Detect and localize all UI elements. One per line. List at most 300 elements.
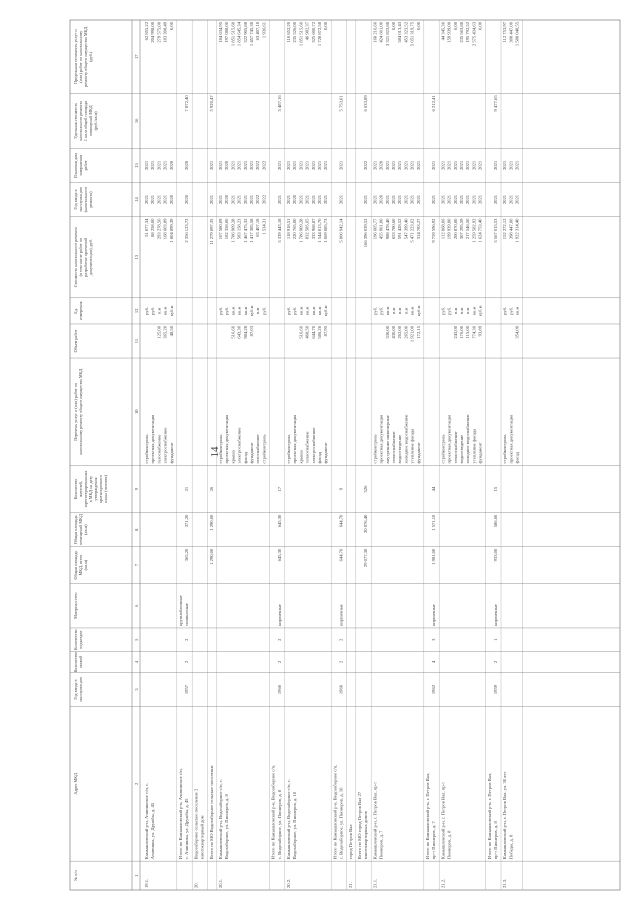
total-area-cell: 644,70 [338, 548, 344, 562]
row-number: 21.3. [502, 878, 508, 888]
limit-cost-cell: 1 851 515,60 [230, 22, 236, 47]
year-start-cell: 2020 [224, 194, 230, 205]
volume-cell: 87,03 [249, 325, 254, 337]
cost-cell: 168 603,89 [162, 218, 168, 240]
year-start-cell: 2021 [156, 194, 162, 205]
limit-cost-cell: 424 601,00 [378, 22, 384, 43]
cost-cell: 5 567 015,53 [493, 218, 498, 243]
limit-cost-cell: 322 905,88 [242, 22, 248, 43]
volume-cell: 516,66 [298, 325, 304, 339]
year-end-cell: 2021 [218, 160, 223, 171]
work-type-cell: фундамент [168, 442, 174, 464]
cost-cell: 398 447,00 [508, 218, 514, 240]
header-cell: Адрес МКД [73, 773, 78, 795]
year-start-cell: 2021 [310, 194, 316, 205]
year-start-cell: 2021 [323, 194, 329, 205]
address-text: пр-т Пионеров, д. 8 [493, 821, 498, 860]
unit-cell: руб. [150, 306, 156, 315]
header-cell: Количествоподъездов [73, 629, 83, 651]
unit-cell: руб. [144, 306, 149, 315]
cost-cell: 166 396 039,52 [363, 218, 369, 248]
wall-material-cell: силикатные [184, 603, 190, 626]
table-body [144, 21, 521, 888]
entrances-cell: 2 [338, 638, 344, 641]
premises-area-cell: 20 076,40 [363, 514, 369, 534]
year-cell: 1957 [184, 684, 190, 695]
year-start-cell: 2021 [317, 194, 322, 205]
address-text: Итого по Камышловский р-н, Ачипинское с/п, [178, 768, 183, 860]
address-text: Камышловский р-н, г. Петров Вал, ул. 30 лет [502, 771, 508, 860]
year-start-cell: 2020 [184, 194, 190, 205]
unit-cell: кв.м [304, 306, 310, 316]
year-end-cell: 2021 [415, 160, 421, 171]
unit-cell: кв.м [162, 306, 168, 316]
work-type-cell: крыша [230, 450, 236, 464]
work-type-cell: утепление фасада [471, 428, 477, 464]
limit-cost-cell: 0,00 [452, 22, 458, 31]
cost-cell: 1 534,31 [261, 218, 267, 235]
year-end-cell: 2021 [502, 160, 508, 171]
volume-cell: 643,30 [236, 325, 242, 339]
row-number: 20.1. [218, 878, 223, 888]
year-start-cell: 2021 [384, 194, 390, 205]
specific-cost-cell: 5 487,16 [276, 95, 282, 112]
year-end-cell: 2021 [440, 160, 446, 171]
volume-cell: 644,70 [310, 325, 316, 339]
limit-cost-cell: 5 051 319,75 [409, 22, 415, 47]
year-start-cell: 2021 [409, 194, 415, 205]
year-end-cell: 2021 [242, 160, 248, 171]
limit-cost-cell: 159 939,00 [446, 22, 452, 43]
address-text: Пионеров, д. 8 [446, 830, 452, 860]
cost-cell: 88 258,00 [150, 218, 156, 237]
year-start-cell: 2021 [415, 194, 421, 205]
column-number: 13 [134, 254, 139, 260]
work-type-cell: электроснабжение [310, 427, 316, 464]
address-text: с. Водозаборное, ул. Пионеров, д. 8 [276, 789, 282, 860]
unit-cell: куб.м [415, 305, 421, 317]
address-text: многоквартирный дом [199, 815, 205, 860]
year-end-cell: 2021 [292, 160, 298, 171]
address-text: Всего по МО Водозаборное сельское поселение [208, 765, 214, 860]
cost-cell: 314 783,27 [415, 218, 421, 240]
residents-cell: 17 [276, 486, 282, 492]
header-cell: Общая площадьпомещений МКД(кв.м) [73, 514, 88, 546]
limit-cost-cell: 1 851 515,60 [298, 22, 304, 47]
cost-cell: 11 279 097,35 [208, 218, 214, 245]
cost-cell: 293 278,56 [156, 218, 162, 240]
year-end-cell: 2021 [403, 160, 409, 171]
year-end-cell: 2021 [465, 160, 471, 171]
year-end-cell: 2022 [255, 160, 261, 171]
year-end-cell: 2021 [317, 160, 322, 171]
year-end-cell: 2021 [323, 160, 329, 171]
limit-cost-cell: 0,00 [168, 22, 174, 31]
residents-cell: 526 [363, 485, 369, 493]
unit-cell: куб.м [477, 305, 483, 317]
total-area-cell: 645,30 [276, 548, 282, 562]
year-start-cell: 2021 [218, 194, 223, 205]
work-type-cell: теплоснабжение [452, 431, 458, 464]
header-cell: Перечень услуг и (или) работ покапитальному ремонту общего имущества МКД [73, 368, 83, 455]
column-number: 4 [134, 660, 139, 664]
year-start-cell: 2021 [363, 194, 369, 205]
year-start-cell: 2021 [150, 194, 156, 205]
work-type-cell: теплоснабжение [391, 431, 396, 464]
year-start-cell: 2021 [144, 194, 149, 205]
header-cell: Год ввода вэксплуатацию(капитальногоремонта) [73, 186, 93, 213]
limit-cost-cell: 453 323,52 [403, 22, 409, 43]
header-cell: Год ввода вэксплуатацию [73, 677, 83, 703]
cost-cell: 1 786 909,28 [298, 218, 304, 243]
cost-cell: 63 407,18 [255, 218, 261, 237]
limit-cost-cell: 204 998,00 [150, 22, 156, 43]
floors-cell: 2 [276, 660, 282, 664]
unit-cell: куб.м [323, 305, 329, 317]
cost-cell: 333 968,87 [310, 218, 316, 240]
year-start-cell: 2021 [493, 194, 498, 205]
column-number: 11 [134, 338, 139, 344]
wall-material-cell: кирпичные [493, 604, 498, 626]
work-type-cell: фундамент [249, 442, 254, 464]
year-start-cell: 2021 [471, 194, 477, 205]
work-type-cell: водоотведение [459, 434, 464, 464]
year-start-cell: 2021 [304, 194, 310, 205]
year-end-cell: 2021 [452, 160, 458, 171]
year-end-cell: 2021 [208, 160, 214, 171]
limit-cost-cell: 110 852,20 [286, 22, 291, 43]
unit-cell: кв.м [230, 306, 236, 316]
unit-cell: кв.м [298, 306, 304, 316]
volume-cell: 176,00 [459, 325, 464, 339]
limit-cost-cell: 168 216,66 [372, 22, 378, 43]
year-start-cell: 2021 [440, 194, 446, 205]
limit-cost-cell: 235 563,88 [459, 22, 464, 43]
year-start-cell: 2021 [431, 194, 437, 205]
limit-cost-cell: 1 854 645,34 [236, 22, 242, 47]
cost-cell: 118 918,51 [286, 218, 291, 240]
entrances-cell: 3 [431, 638, 437, 641]
wall-material-cell: кирпичные [431, 604, 437, 626]
cost-cell: 112 868,06 [440, 218, 446, 240]
unit-cell: куб.м [249, 305, 254, 317]
work-type-cell: крыша [298, 450, 304, 464]
year-start-cell: 2021 [276, 194, 282, 205]
floors-cell: 2 [338, 660, 344, 664]
work-type-cell: фасад [242, 451, 248, 464]
header-cell: Удельная стоимостькапитального ремонта1 кв.м общей площадипомещений МКД(руб./кв.м) [73, 100, 98, 142]
address-text: Ачипинка, ул. Дружбы, д. 45 [150, 802, 156, 860]
year-start-cell: 2021 [298, 194, 304, 205]
column-number-row [134, 54, 139, 877]
premises-area-cell: 1 290,00 [208, 514, 214, 531]
year-start-cell: 2021 [446, 194, 452, 205]
limit-cost-cell: 279 575,00 [156, 22, 162, 43]
limit-cost-cell: 235 526,00 [292, 22, 298, 43]
year-end-cell: 2021 [276, 160, 282, 171]
year-end-cell: 2020 [224, 160, 230, 171]
year-end-cell: 2021 [236, 160, 242, 171]
limit-cost-cell: 0,00 [323, 22, 329, 31]
address-text: Итого по Камышловский р-н, г. Петров Вал, [425, 772, 430, 860]
header-cell: Материал стен [73, 592, 78, 619]
year-end-cell: 2022 [261, 160, 267, 171]
cost-cell: 200 870,00 [452, 218, 458, 240]
header-cell: Общая площадьМКД, всего(кв.м) [73, 550, 88, 580]
header-cell: Количествоэтажей [73, 651, 83, 673]
column-number: 16 [134, 118, 139, 124]
year-end-cell: 2021 [156, 160, 162, 171]
year-end-cell: 2021 [144, 160, 149, 171]
specific-cost-cell: 6 212,41 [431, 95, 437, 112]
work-type-cell: водоотведение [397, 434, 403, 464]
limit-cost-cell: 112 753,97 [502, 22, 508, 43]
year-end-cell: 2021 [298, 160, 304, 171]
address-text: Камышловский р-н, Ачипинское с/п, с. [144, 782, 149, 860]
residents-cell: 9 [338, 487, 344, 491]
volume-cell: 87,95 [323, 325, 329, 337]
specific-cost-cell: 9 477,65 [493, 95, 498, 112]
year-end-cell: 2021 [508, 160, 514, 171]
column-number: 3 [134, 688, 139, 691]
limit-cost-cell: 63 407,18 [255, 22, 261, 41]
volume-cell: 984,28 [242, 325, 248, 339]
unit-cell: кв.м [384, 306, 390, 316]
work-type-cell: стройконтроль [286, 434, 291, 464]
address-text: Итого по Камышловский р-н, Водозаборное с/п, [332, 764, 338, 860]
year-start-cell: 2021 [372, 194, 378, 205]
unit-cell: руб. [378, 306, 384, 315]
cost-cell: 2 356 123,72 [184, 218, 190, 243]
cost-cell: 1 804 899,39 [168, 218, 174, 243]
unit-cell: п.м [391, 307, 396, 315]
year-end-cell: 2021 [150, 160, 156, 171]
year-start-cell: 2021 [452, 194, 458, 205]
specific-cost-cell: 5 920,47 [208, 95, 214, 112]
work-type-cell: стройконтроль [372, 434, 378, 464]
column-number: 7 [134, 563, 139, 567]
address-text: Водозаборное, ул. Пионеров, д. 8 [224, 794, 230, 860]
unit-cell: п.м [403, 307, 409, 315]
year-end-cell: 2021 [471, 160, 477, 171]
work-type-cell: стройконтроль [440, 434, 446, 464]
year-start-cell: 2021 [391, 194, 396, 205]
unit-cell: кв.м [471, 306, 477, 316]
header-cell: Объем работ [73, 329, 78, 353]
residents-cell: 26 [208, 486, 214, 492]
year-end-cell: 2021 [230, 160, 236, 171]
volume-cell: 243,00 [452, 325, 458, 339]
row-number: 20.2. [286, 878, 291, 888]
year-end-cell: 2020 [378, 160, 384, 171]
table-header-row [73, 27, 108, 881]
column-number: 6 [134, 604, 139, 607]
column-number: 1 [134, 874, 139, 877]
address-text: Камышловский р-н, Водозаборное с/п, с. [286, 779, 291, 860]
year-end-cell: 2022 [363, 160, 369, 171]
cost-cell: 199 939,00 [446, 218, 452, 240]
total-area-cell: 1 290,00 [208, 548, 214, 565]
volume-cell: 516,66 [230, 325, 236, 339]
work-type-cell: холодное водоснабжение [403, 414, 409, 464]
premises-area-cell: 644,70 [338, 514, 344, 528]
unit-cell: руб. [218, 306, 223, 315]
row-number: 21.2. [440, 878, 446, 888]
unit-cell: руб. [446, 306, 452, 315]
cost-cell: 107 580,09 [218, 218, 223, 240]
volume-cell: 115,00 [465, 325, 471, 339]
year-end-cell: 2021 [162, 160, 168, 171]
volume-cell: 330,00 [384, 325, 390, 339]
year-start-cell: 2021 [514, 194, 520, 205]
unit-cell: п.м [255, 307, 261, 315]
floors-cell: 2 [493, 660, 498, 664]
limit-cost-cell: 0,00 [477, 22, 483, 31]
premises-area-cell: 645,30 [276, 514, 282, 528]
year-start-cell: 2020 [292, 194, 298, 205]
unit-cell: кв.м [409, 306, 415, 316]
work-type-cell: стройконтроль [261, 434, 267, 464]
unit-cell: куб.м [168, 305, 174, 317]
year-start-cell: 2021 [338, 194, 344, 205]
row-number: 19.1. [144, 878, 149, 888]
volume-cell: 586,26 [317, 325, 322, 339]
wall-material-cell: крупноблочные [178, 595, 183, 626]
volume-cell: 1 921,00 [409, 325, 415, 343]
cost-cell: 1 467 475,32 [242, 218, 248, 243]
limit-cost-cell: 1 936,61 [261, 22, 267, 39]
address-text: Итого по Камышловский р-н, г. Петров Вал, [486, 772, 492, 860]
unit-cell: руб. [508, 306, 514, 315]
column-number: 2 [134, 782, 139, 785]
limit-cost-cell: 46 982,37 [304, 22, 310, 41]
cost-cell: 1 624 753,40 [477, 218, 483, 243]
unit-cell: кв.м [236, 306, 242, 316]
premises-area-cell: 371,20 [184, 514, 190, 528]
cost-cell: 5 806 942,14 [338, 218, 344, 243]
limit-cost-cell: 0,00 [391, 22, 396, 31]
work-type-cell: проектная документация [224, 414, 230, 464]
column-number: 15 [134, 163, 139, 168]
unit-cell: руб. [224, 306, 230, 315]
table-rotated-group [70, 20, 620, 890]
cost-cell: 220 765,00 [292, 218, 298, 240]
year-end-cell: 2021 [446, 160, 452, 171]
premises-area-cell: 586,60 [493, 514, 498, 528]
limit-cost-cell: 325 600,72 [310, 22, 316, 43]
volume-cell: 93,89 [477, 325, 483, 337]
cost-cell: 547 399,40 [403, 218, 409, 240]
header-cell: № п/п [73, 870, 78, 881]
year-start-cell: 2022 [261, 194, 267, 205]
year-start-cell: 2021 [249, 194, 254, 205]
year-end-cell: 2021 [397, 160, 403, 171]
work-type-cell: проектная документация [508, 414, 514, 464]
volume-cell: 774,30 [471, 325, 477, 339]
specific-cost-cell: 5 753,01 [338, 95, 344, 112]
year-end-cell: 2021 [431, 160, 437, 171]
year-end-cell: 2021 [384, 160, 390, 171]
cost-cell: 455 961,00 [378, 218, 384, 240]
year-start-cell: 2021 [403, 194, 409, 205]
header-cell: Ед.измерения [73, 301, 83, 321]
address-text: Камышловский р-н, Водозаборное с/п, с. [218, 779, 223, 860]
limit-cost-cell: 183 308,49 [162, 22, 168, 43]
volume-cell: 468,50 [304, 325, 310, 339]
limit-cost-cell: 197 088,00 [224, 22, 230, 43]
year-start-cell: 2021 [477, 194, 483, 205]
work-type-cell: холодное водоснабжение [465, 414, 471, 464]
cost-cell: 1 922 314,40 [514, 218, 520, 243]
unit-cell: руб. [502, 306, 508, 315]
unit-cell: кв.м [310, 306, 316, 316]
cost-cell: 1 417 385,58 [249, 218, 254, 243]
work-type-cell: фасад [317, 451, 322, 464]
entrances-cell: 2 [184, 638, 190, 641]
work-type-cell: проектная документация [292, 414, 298, 464]
year-end-cell: 2021 [514, 160, 520, 171]
year-start-cell: 2021 [236, 194, 242, 205]
year-start-cell: 2021 [459, 194, 464, 205]
year-cell: 1960 [338, 684, 344, 695]
year-end-cell: 2021 [310, 160, 316, 171]
year-end-cell: 2021 [286, 160, 291, 171]
work-type-cell: стройконтроль [502, 434, 508, 464]
row-number: 21.1. [372, 878, 378, 888]
address-text: многоквартирных домов [363, 811, 369, 860]
unit-cell: кв.м [317, 306, 322, 316]
column-number: 12 [134, 308, 139, 314]
limit-cost-cell: 1 588 048,55 [514, 22, 520, 47]
unit-cell: кв.м [242, 306, 248, 316]
cost-cell: 1 069 085,73 [323, 218, 329, 243]
residents-cell: 15 [493, 486, 498, 492]
cost-cell: 5 339 443,18 [276, 218, 282, 243]
cost-cell: 5 471 223,62 [409, 218, 415, 243]
year-cell: 1962 [431, 684, 437, 695]
volume-cell: 265,00 [403, 325, 409, 339]
address-text: Всего по МО город Петров Вал 27 [357, 791, 362, 860]
year-start-cell: 2020 [378, 194, 384, 205]
address-text: город Петров Вал [347, 824, 353, 860]
work-type-cell: проектная документация [378, 414, 384, 464]
volume-cell: 172,15 [415, 325, 421, 339]
header-cell: Стоимость капитального ремонта(в том числе работ поразработке проектнойдокументации), руб. [73, 227, 93, 288]
year-end-cell: 2021 [477, 160, 483, 171]
volume-cell: 262,00 [397, 325, 403, 339]
cost-cell: 9 759 596,92 [431, 218, 437, 243]
work-type-cell: теплоснабжение [304, 431, 310, 464]
address-text: Водозаборное сельское поселение 2 [193, 788, 199, 860]
address-text: Камышловский р-н, г. Петров Вал, пр-т [440, 781, 446, 860]
total-area-cell: 1 981,00 [431, 548, 437, 565]
work-type-cell: стройконтроль [144, 434, 149, 464]
floors-cell: 4 [431, 660, 437, 664]
limit-cost-cell: 308 447,00 [508, 22, 514, 43]
residents-cell: 21 [184, 486, 190, 492]
year-end-cell: 2020 [168, 160, 174, 171]
year-end-cell: 2021 [459, 160, 464, 171]
header-cell: Предельная стоимость услуг и(или) работ по капитальномуремонту общего имущества МКД(руб.) [73, 26, 93, 87]
unit-cell: руб. [372, 306, 378, 315]
work-type-cell: электроснабжение [236, 427, 242, 464]
year-end-cell: 2021 [249, 160, 254, 171]
wall-material-cell: кирпичные [276, 604, 282, 626]
cost-cell: 653 780,60 [391, 218, 396, 240]
year-start-cell: 2021 [286, 194, 291, 205]
address-text: Итого по Камышловский р-н, Водозаборное с/п, [270, 764, 276, 860]
unit-cell: п.м [459, 307, 464, 315]
